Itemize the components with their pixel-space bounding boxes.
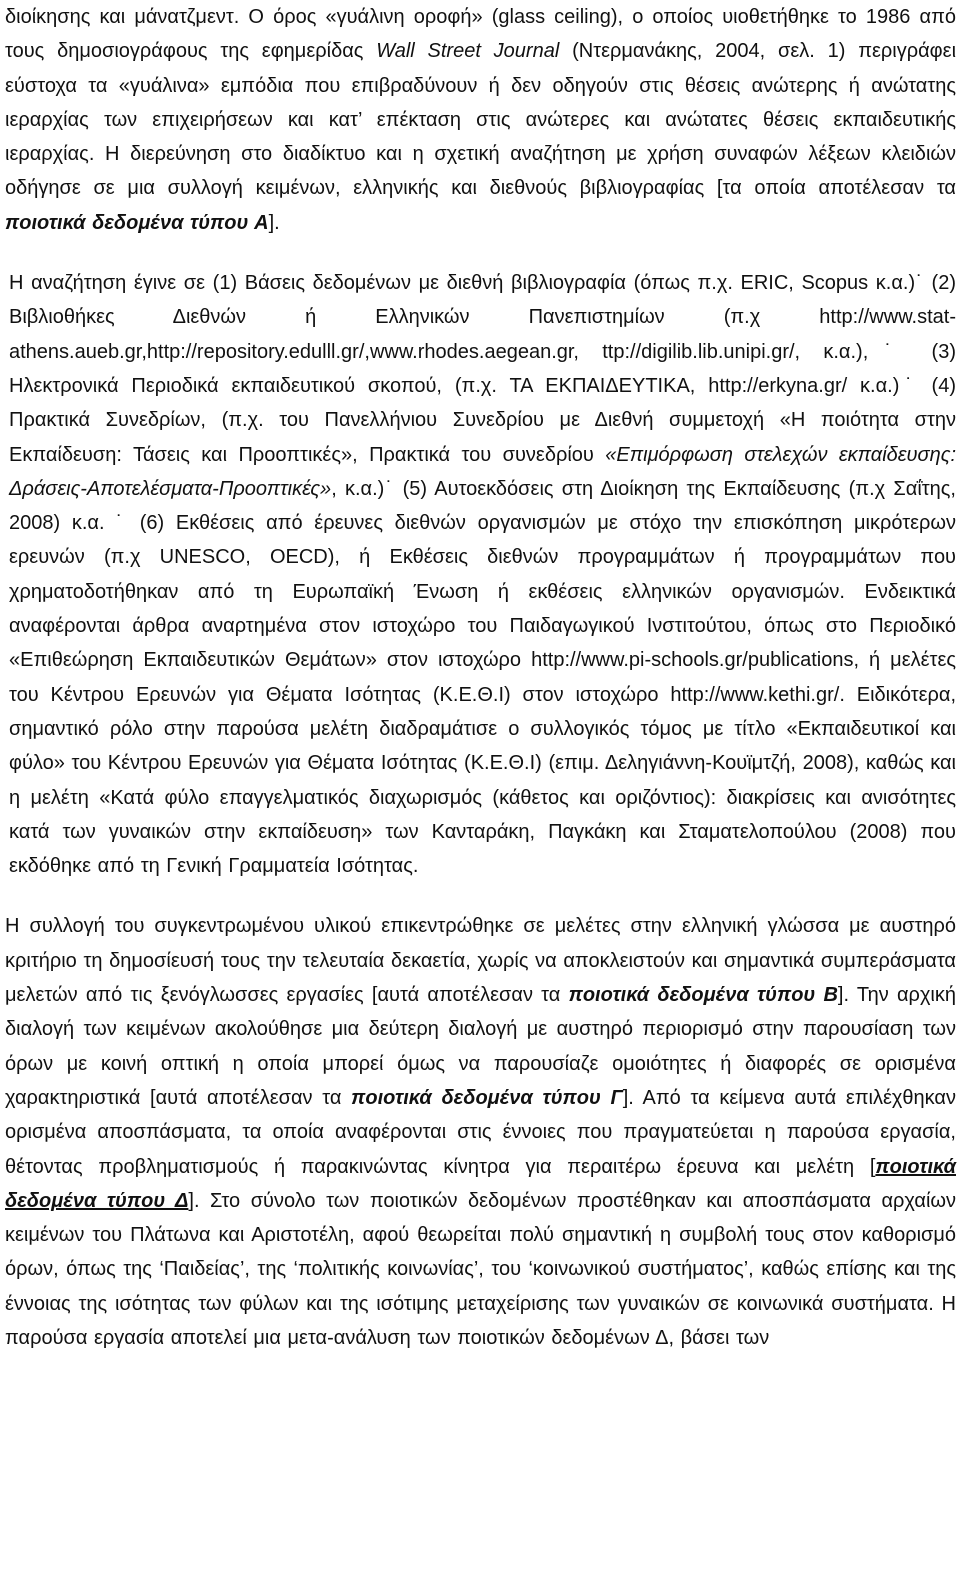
- paragraph-text: διοίκησης και μάνατζμεντ. Ο όρος «γυάλινη οροφή» (glass ceiling), ο οποίος υιοθετήθηκε το 1986 από τους δημοσιογράφους της εφημερίδας: [5, 6, 956, 63]
- paragraph-text: ]. Την αρχική διαλογή των κειμένων ακολούθησε μια δεύτερη διαλογή με αυστηρό περιορισμό στην παρουσίαση των όρων με κοινή οπτική η οποία μπορεί όμως να παρουσίαζε ομοιότητες ή διαφορές σε ορισμένα χαρακτηριστικά [αυτά αποτέλεσαν τα: [5, 984, 957, 1109]
- paragraph-text: ].: [268, 211, 280, 234]
- paragraph-glass-ceiling: [5, 0, 956, 240]
- paragraph-text: (Ντερμανάκης, 2004, σελ. 1) περιγράφει εύστοχα τα «γυάλινα» εμπόδια που επιβραδύνουν ή δεν οδηγούν στις θέσεις ανώτερης ή ανώτατης ιεραρχίας των επιχειρήσεων και κατ’ επέκταση στις ανώτερες και ανώτατες θέσεις εκπαιδευτικής ιεραρχίας. Η διερεύνηση στο διαδίκτυο και η σχετική αναζήτηση με χρήση συναφών λέξεων κλειδιών οδήγησε σε μια συλλογή κειμένων, ελληνικής και διεθνούς βιβλιογραφίας [τα οποία αποτέλεσαν τα: [5, 40, 957, 200]
- paragraph-text: , κ.α.)˙ (5) Αυτοεκδόσεις στη Διοίκηση της Εκπαίδευσης (π.χ Σαΐτης, 2008) κ.α. ˙ (6) Εκθέσεις από έρευνες διεθνών οργανισμών με στόχο την επισκόπηση μικρότερων ερευνών (π.χ UNESCO, OECD), ή Εκθέσεις διεθνών προγραμμάτων ή προγραμμάτων που χρηματοδοτήθηκαν από τη Ευρωπαϊκή Ένωση ή εκθέσεις ελληνικών οργανισμών. Ενδεικτικά αναφέρονται άρθρα αναρτημένα στον ιστοχώρο του Παιδαγωγικού Ινστιτούτου, όπως στο Περιοδικό «Επιθεώρηση Εκπαιδευτικών Θεμάτων» στον ιστοχώρο http://www.pi-schools.gr/publications, ή μελέτες του Κέντρου Ερευνών για Θέματα Ισότητας (Κ.Ε.Θ.Ι) στον ιστοχώρο http://www.kethi.gr/. Ειδικότερα, σημαντικό ρόλο στην παρούσα μελέτη διαδραμάτισε ο συλλογικός τόμος με τίτλο «Εκπαιδευτικοί και φύλο» του Κέντρου Ερευνών για Θέματα Ισότητας (Κ.Ε.Θ.Ι) (επιμ. Δεληγιάννη-Κουϊμτζή, 2008), καθώς και η μελέτη «Κατά φύλο επαγγελματικός διαχωρισμός (κάθετος και οριζόντιος): διακρίσεις και ανισότητες κατά των γυναικών στην εκπαίδευση» των Κανταράκη, Παγκάκη και Σταματελοπούλου (2008) που εκδόθηκε από τη Γενική Γραμματεία Ισότητας.: [9, 477, 956, 878]
- newspaper-title: Wall Street Journal: [376, 40, 560, 63]
- paragraph-data-collection: [5, 909, 956, 1355]
- data-type-b-label: ποιοτικά δεδομένα τύπου Β: [568, 984, 838, 1007]
- paragraph-text: Η συλλογή του συγκεντρωμένου υλικού επικεντρώθηκε σε μελέτες στην ελληνική γλώσσα με αυστηρό κριτήριο τη δημοσίευσή τους την τελευταία δεκαετία, χωρίς να αποκλειστούν και σημαντικά συμπεράσματα μελετών από τις ξενόγλωσσες εργασίες [αυτά αποτέλεσαν τα: [5, 915, 956, 1007]
- conference-title: «Επιμόρφωση στελεχών εκπαίδευσης: Δράσεις-Αποτελέσματα-Προοπτικές»: [9, 443, 956, 500]
- paragraph-text: ]. Στο σύνολο των ποιοτικών δεδομένων προστέθηκαν και αποσπάσματα αρχαίων κειμένων του Πλάτωνα και Αριστοτέλη, αφού θεωρείται πολύ σημαντική η συμβολή τους στον καθορισμό όρων, όπως της ‘Παιδείας’, της ‘πολιτικής κοινωνίας’, του ‘κοινωνικού συστήματος’, καθώς επίσης και της έννοιας της ισότητας των φύλων και της ισότιμης μεταχείρισης των γυναικών σε κοινωνικά συστήματα. Η παρούσα εργασία αποτελεί μια μετα-ανάλυση των ποιοτικών δεδομένων Δ, βάσει των: [5, 1189, 957, 1349]
- data-type-d-label: ποιοτικά δεδομένα τύπου Δ: [5, 1155, 956, 1212]
- paragraph-search-sources: [5, 266, 956, 883]
- data-type-c-label: ποιοτικά δεδομένα τύπου Γ: [351, 1086, 623, 1109]
- data-type-a-label: ποιοτικά δεδομένα τύπου Α: [5, 211, 269, 234]
- paragraph-text: ]. Από τα κείμενα αυτά επιλέχθηκαν ορισμένα αποσπάσματα, τα οποία αναφέρονται στις έννοιες που πραγματεύεται η παρούσα εργασία, θέτοντας προβληματισμούς ή παρακινώντας κίνητρα για περαιτέρω έρευνα και μελέτη [: [5, 1086, 956, 1178]
- paragraph-text: Η αναζήτηση έγινε σε (1) Βάσεις δεδομένων με διεθνή βιβλιογραφία (όπως π.χ. ERIC, Scopus κ.α.)˙ (2) Βιβλιοθήκες Διεθνών ή Ελληνικών Πανεπιστημίων (π.χ http://www.stat-athens.aueb.gr,http://repository.edulll.gr/,www.rhodes.aegean.gr, ttp://digilib.lib.unipi.gr/, κ.α.),˙ (3) Ηλεκτρονικά Περιοδικά εκπαιδευτικού σκοπού, (π.χ. ΤΑ ΕΚΠΑΙΔΕΥΤΙΚΑ, http://erkyna.gr/ κ.α.)˙ (4) Πρακτικά Συνεδρίων, (π.χ. του Πανελλήνιου Συνεδρίου με Διεθνή συμμετοχή «Η ποιότητα στην Εκπαίδευση: Τάσεις και Προοπτικές», Πρακτικά του συνεδρίου: [9, 272, 956, 466]
